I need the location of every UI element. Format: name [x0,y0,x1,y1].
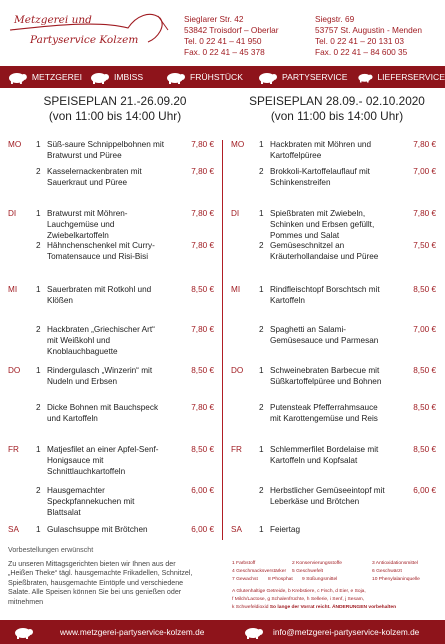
nav-label: FRÜHSTÜCK [190,72,243,82]
note-line: Salate. Alle Speisen können Sie bei uns genießen oder [8,588,182,596]
dish-price: 7,50 € [413,241,436,250]
legend-allergens: k Schwefeldioxid [232,605,269,611]
dish-line: Speckpfannekuchen mit [47,497,135,506]
dish-line: Gemüsesauce und Parmesan [270,336,379,345]
dish-line: Blattsalat [47,508,81,517]
dish-number: 2 [36,403,41,412]
dish-description [47,284,151,306]
dish-description [270,524,300,535]
day-label: DO [231,366,244,375]
dish-line: Kartoffelpüree [270,151,322,160]
dish-line: mit Karottengemüse und Reis [270,414,378,423]
address-troisdorf [184,14,279,58]
day-label: DO [8,366,21,375]
dish-line: Knoblauchbaguette [47,347,118,356]
dish-line: Bratwurst mit Möhren- [47,209,128,218]
dish-line: Leberkäse und Brötchen [270,497,360,506]
dish-description [47,324,155,357]
day-label: DI [231,209,240,218]
dish-price: 8,50 € [191,366,214,375]
dish-line: Gemüseschnitzel an [270,241,345,250]
dish-description [47,139,164,161]
dish-line: Kasselernackenbraten mit [47,167,142,176]
dish-line: Schinken und Erbsen gefüllt, [270,220,375,229]
day-label: MI [8,285,18,294]
nav-label: IMBISS [114,72,144,82]
fax: Fax. 0 22 41 – 84 600 35 [315,47,408,57]
dish-line: Hackbraten „Griechischer Art“ [47,325,155,334]
street: Siegstr. 69 [315,14,355,24]
dish-description [270,284,380,306]
dish-price: 7,80 € [191,140,214,149]
note-line: mitnehmen [8,597,44,606]
dish-price: 7,80 € [191,209,214,218]
dish-number: 2 [259,241,264,250]
dish-number: 1 [259,525,264,534]
dish-price: 7,80 € [413,140,436,149]
pig-icon [238,625,268,639]
dish-description [47,485,134,518]
dish-price: 7,00 € [413,325,436,334]
dish-description [47,402,158,424]
dish-line: Rindfleischtopf Borschtsch mit [270,285,380,294]
dish-line: Schnittlauchkartoffeln [47,467,126,476]
legend-item: 5 Geschwefelt [292,569,323,575]
dish-number: 1 [259,140,264,149]
dish-price: 8,50 € [191,285,214,294]
dish-number: 1 [36,209,41,218]
dish-line: Lauchgemüse und [47,220,115,229]
dish-description [47,166,142,188]
pig-icon [6,70,28,84]
pig-icon [356,70,373,84]
dish-line: Sauerkraut und Püree [47,178,128,187]
dish-description [47,524,148,535]
nav-label: METZGEREI [31,72,82,82]
dish-line: Hackbraten mit Möhren und [270,140,372,149]
dish-number: 2 [36,167,41,176]
day-label: MI [231,285,241,294]
dish-price: 7,80 € [191,167,214,176]
dish-number: 1 [259,445,264,454]
dish-line: Dicke Bohnen mit Bauchspeck [47,403,159,412]
dish-line: Spaghetti an Salami- [270,325,347,334]
city: 53842 Troisdorf – Oberlar [184,25,279,35]
day-label: DI [8,209,17,218]
footer [0,620,445,644]
legend-item: 4 Geschmacksverstärker [232,569,287,575]
dish-line: Sauerbraten mit Rotkohl und [47,285,152,294]
day-label: FR [231,445,242,454]
dish-line: Kartoffeln und Kopfsalat [270,456,358,465]
dish-price: 6,00 € [413,486,436,495]
dish-number: 1 [36,285,41,294]
legend-item: 3 Antioxidationsmittel [372,561,418,566]
dish-number: 1 [36,140,41,149]
dish-number: 2 [259,325,264,334]
pig-icon [256,70,278,84]
dish-description [270,166,370,188]
dish-price: 7,80 € [413,209,436,218]
nav-item-partyservice[interactable] [250,66,350,88]
dish-line: Nudeln und Erbsen [47,377,118,386]
dish-price: 7,00 € [413,167,436,176]
dish-description [270,240,378,262]
dish-number: 2 [36,241,41,250]
dish-number: 2 [259,167,264,176]
pig-icon [88,70,110,84]
dish-price: 8,50 € [413,285,436,294]
dish-line: mit Weißkohl und [47,336,111,345]
nav-item-metzgerei[interactable] [0,66,82,88]
dish-price: 6,00 € [191,486,214,495]
dish-number: 1 [259,285,264,294]
dish-line: Honigsauce mit [47,456,104,465]
nav-item-fruehstueck[interactable] [158,66,250,88]
dish-description [270,139,371,161]
preorder-note: Vorbestellungen erwünscht [8,546,94,554]
dish-number: 1 [36,445,41,454]
legend-item: 10 Phenylalaninquelle [372,577,420,583]
dish-description [47,365,152,387]
dish-price: 7,80 € [191,325,214,334]
legend-item: 1 Farbstoff [232,561,256,566]
dish-line: Schweinebraten Barbecue mit [270,366,380,375]
dish-line: Spießbraten mit Zwiebeln, [270,209,366,218]
dish-price: 8,50 € [413,366,436,375]
website-link[interactable]: www.metzgerei-partyservice-kolzem.de [60,627,205,637]
phone: Tel. 0 22 41 – 20 131 03 [315,36,405,46]
dish-line: Hausgemachter [47,486,105,495]
dish-number: 1 [36,366,41,375]
menu-hours: (von 11:00 bis 14:00 Uhr) [48,109,182,123]
dish-line: Putensteak Pfefferrahmsauce [270,403,378,412]
menu-title: SPEISEPLAN 21.-26.09.20 [43,94,187,108]
fax: Fax. 0 22 41 – 45 378 [184,47,265,57]
dish-description [270,444,378,466]
dish-line: Schlemmerfilet Bordelaise mit [270,445,379,454]
nav-label: PARTYSERVICE [282,72,348,82]
street: Sieglarer Str. 42 [184,14,244,24]
dish-line: Pommes und Salat [270,231,340,240]
note-line: Spießbraten, hausgemachte Eintöpfe und verschiedene [8,578,184,587]
dish-description [270,402,378,424]
dish-line: Tomatensauce und Risi-Bisi [47,252,149,261]
dish-line: Zwiebelkartoffeln [47,231,109,240]
dish-line: Süß-saure Schnippelbohnen mit [47,140,164,149]
dish-line: Gulaschsuppe mit Brötchen [47,525,148,534]
legend-item: 7 Gewachst [232,577,258,583]
dish-line: Bratwurst und Püree [47,151,122,160]
allergen-legend [232,560,442,612]
dish-description [47,444,159,477]
dish-line: Kräuterhollandaise und Püree [270,252,379,261]
dish-line: Matjesfilet an einer Apfel-Senf- [47,445,159,454]
dish-price: 8,50 € [413,445,436,454]
notes [8,546,222,607]
stock-note: So lange der Vorrat reicht. ÄNDERUNGEN vorbehalten [269,605,397,611]
dish-description [270,208,374,241]
dish-description [270,365,381,387]
address-st-augustin [315,14,422,58]
column-divider [222,140,223,540]
note-line: „Heißen Theke“ tägl. hausgemachte Frikadellen, Schnitzel, [8,569,193,577]
dish-description [270,324,378,346]
dish-line: Klößen [47,296,73,305]
day-label: MO [8,140,22,149]
dish-description [47,240,155,262]
dish-line: Kartoffeln [270,296,305,305]
phone: Tel. 0 22 41 – 41 950 [184,36,262,46]
legend-item: 8 Phosphat [268,577,293,583]
dish-price: 7,80 € [191,241,214,250]
legend-item: 9 Süßungsmittel [302,577,338,583]
logo-line-2: Partyservice Kolzem [30,34,139,46]
pig-icon [8,625,38,639]
menu-week-1 [8,94,222,124]
dish-number: 2 [259,486,264,495]
dish-line: Hähnchenschenkel mit Curry- [47,241,155,250]
menu-title: SPEISEPLAN 28.09.- 02.10.2020 [249,94,425,108]
dish-price: 7,80 € [191,403,214,412]
nav-item-imbiss[interactable] [82,66,158,88]
dish-line: Herbstlicher Gemüseeintopf mit [270,486,385,495]
dish-line: Brokkoli-Kartoffelauflauf mit [270,167,370,176]
nav-bar [0,66,445,88]
logo [8,8,178,50]
dish-price: 8,50 € [191,445,214,454]
legend-allergens: f Milch/Lactose, g Schalenfrüchte, h Sellerie, i Senf, j Sesam, [232,596,365,602]
city: 53757 St. Augustin - Menden [315,25,423,35]
logo-line-1: Metzgerei und [14,14,92,26]
dish-line: Süßkartoffelpüree und Bohnen [270,377,382,386]
dish-price: 8,50 € [413,403,436,412]
pig-icon [164,70,186,84]
dish-number: 1 [259,209,264,218]
note-line: Zu unseren Mittagsgerichten bieten wir Ihnen aus der [8,559,176,568]
dish-line: und Kartoffeln [47,414,98,423]
menu-hours: (von 11:00 bis 14:00 Uhr) [270,109,404,123]
dish-price: 6,00 € [191,525,214,534]
dish-number: 1 [36,525,41,534]
email-link[interactable]: info@metzgerei-partyservice-kolzem.de [273,627,420,637]
nav-label: LIEFERSERVICE [377,72,445,82]
legend-allergens: A Glutenhaltige Getreide, b Krebstiere, c Fisch, d Eier, e Soja, [232,588,366,594]
day-label: SA [231,525,242,534]
day-label: FR [8,445,19,454]
dish-description [47,208,128,241]
dish-line: Rindergulasch „Winzerin“ mit [47,366,153,375]
dish-line: Schinkenstreifen [270,178,331,187]
nav-item-lieferservice[interactable] [350,66,445,88]
menu-week-2 [230,94,444,124]
day-label: SA [8,525,19,534]
legend-item: 6 Geschwärzt [372,569,402,575]
dish-description [270,485,385,507]
dish-number: 1 [259,366,264,375]
day-label: MO [231,140,245,149]
dish-number: 2 [36,486,41,495]
dish-line: Feiertag [270,525,301,534]
dish-number: 2 [36,325,41,334]
dish-number: 2 [259,403,264,412]
legend-item: 2 Konservierungsstoffe [292,561,342,566]
